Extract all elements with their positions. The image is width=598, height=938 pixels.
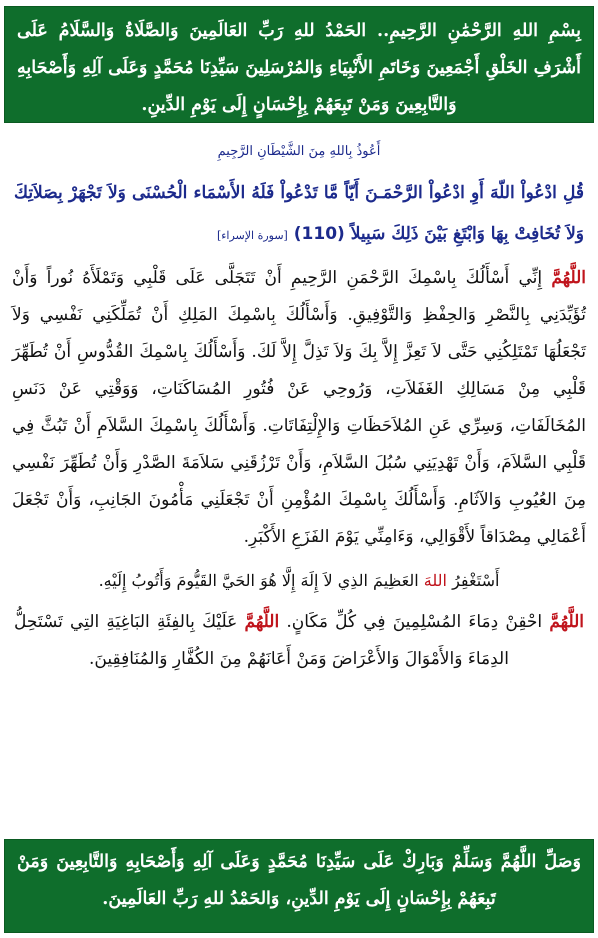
supplication-paragraph	[0, 260, 598, 556]
verse-text: قُلِ ادْعُواْ اللّهَ أَوِ ادْعُواْ الرَّحْمَـنَ أَيّاً مَّا تَدْعُواْ فَلَهُ الأَسْمَاء الْحُسْنَى وَلاَ تَجْهَرْ بِصَلاَتِكَ وَلاَ تُخَافِتْ بِهَا وَابْتَغِ بَيْنَ ذَلِكَ سَبِيلاً	[14, 183, 584, 244]
final-dua-part1: احْقِنْ دِمَاءَ المُسْلِمِينَ فِي كُلِّ مَكَانٍ.	[286, 612, 543, 632]
dua-text: إِنِّي أَسْأَلُكَ بِاسْمِكَ الرَّحْمَنِ الرَّحِيمِ أَنْ تَتَجَلَّى عَلَى قَلْبِي وَتَمْلَأَهُ نُوراً وَأَنْ تُؤَيِّدَنِي بِالنَّصْرِ وَالحِفْظِ وَالتَّوْفِيقِ. وَأَسْأَلُكَ بِاسْمِكَ المَلِكِ أَنْ تُمَلِّكَنِي نَفْسِي وَلاَ تَجْعَلُهَا تَمْتَلِكُنِي حَتَّى لاَ تَعِزَّ إِلاَّ بِكَ وَلاَ تَذِلَّ إِلاَّ لَكَ. وَأَسْأَلُكَ بِاسْمِكَ القُدُّوسِ أَنْ تُطَهِّرَ قَلْبِي مِنْ مَسَالِكِ الغَفَلاَتِ، وَرُوحِي عَنْ فُتُورِ المُسَاكَنَاتِ، وَوَقْتِي عَنْ دَنَسِ المُخَالَفَاتِ، وَسِرِّي عَنِ المُلاَحَظَاتِ وَالإِلْتِفَاتَاتِ. وَأَسْأَلُكَ بِاسْمِكَ السَّلاَمِ أَنْ تَبُثَّ فِي قَلْبِي السَّلاَمَ، وَأَنْ تَهْدِيَنِي سُبُلَ السَّلاَمِ، وَأَنْ تَرْزُقَنِي سَلاَمَةَ الصَّدْرِ وَأَنْ تُطَهِّرَ نَفْسِي مِنَ العُيُوبِ وَالآثَامِ. وَأَسْأَلُكَ بِاسْمِكَ المُؤْمِنِ أَنْ تَجْعَلَنِي مَأْمُونَ الجَانِبِ، وَأَنْ تَجْعَلَ أَعْمَالِي مِصْدَاقاً لأَقْوَالِي، وَءَامِنِّي يَوْمَ الفَزَعِ الأَكْبَرِ.	[12, 268, 586, 547]
footer-banner	[4, 839, 594, 933]
surah-reference: [سورة الإسراء]	[216, 229, 288, 242]
taawwudh-line: أَعُوذُ بِاللهِ مِنَ الشَّيْطَانِ الرَّجِيمِ	[217, 144, 381, 159]
istighfar-before: أَسْتَغْفِرُ	[452, 571, 500, 590]
final-dua-opening-2: اللَّهُمَّ	[244, 612, 280, 632]
final-dua-opening: اللَّهُمَّ	[549, 612, 585, 632]
istighfar-allah: اللهَ	[423, 571, 447, 590]
footer-banner-text: وَصَلِّ اللَّهُمَّ وَسَلِّمْ وَبَارِكْ عَلَى سَيِّدِنَا مُحَمَّدٍ وَعَلَى آلِهِ وَأَصْحَابِهِ وَالتَّابِعِينَ وَمَنْ تَبِعَهُمْ بِإِحْسَانٍ إِلَى يَوْمِ الدِّينِ، وَالحَمْدُ للهِ رَبِّ العَالَمِينَ.	[17, 852, 581, 909]
final-supplication	[0, 604, 598, 678]
document-page	[0, 6, 598, 938]
header-banner	[4, 6, 594, 123]
verse-number: (110)	[293, 224, 345, 244]
final-dua-part2: عَلَيْكَ بِالفِئَةِ البَاغِيَةِ التِي تَسْتَحِلُّ الدِمَاءَ وَالأَمْوَالَ وَالأَعْرَاضَ وَمَنْ أَعَانَهُمْ مِنَ الكُفَّارِ وَالمُنَافِقِينَ.	[14, 612, 509, 669]
istighfar-line	[0, 566, 598, 596]
dua-opening-word: اللَّهُمَّ	[551, 268, 586, 288]
header-banner-text: بِسْمِ اللهِ الرَّحْمَٰنِ الرَّحِيمِ.. الحَمْدُ للهِ رَبِّ العَالَمِينَ وَالصَّلَاةُ وَالسَّلَامُ عَلَى أَشْرَفِ الخَلْقِ أَجْمَعِينَ وَخَاتَمِ الأَنْبِيَاءِ وَالمُرْسَلِينَ سَيِّدِنَا مُحَمَّدٍ وَعَلَى آلِهِ وَأَصْحَابِهِ وَالتَّابِعِينَ وَمَنْ تَبِعَهُمْ بِإِحْسَانٍ إِلَى يَوْمِ الدِّينِ.	[17, 21, 581, 115]
quran-verse	[0, 173, 598, 256]
istighfar-after: العَظِيمَ الذِي لاَ إِلَهَ إِلَّا هُوَ الحَيَّ القَيُّومَ وَأَتُوبُ إِلَيْهِ.	[98, 571, 419, 590]
